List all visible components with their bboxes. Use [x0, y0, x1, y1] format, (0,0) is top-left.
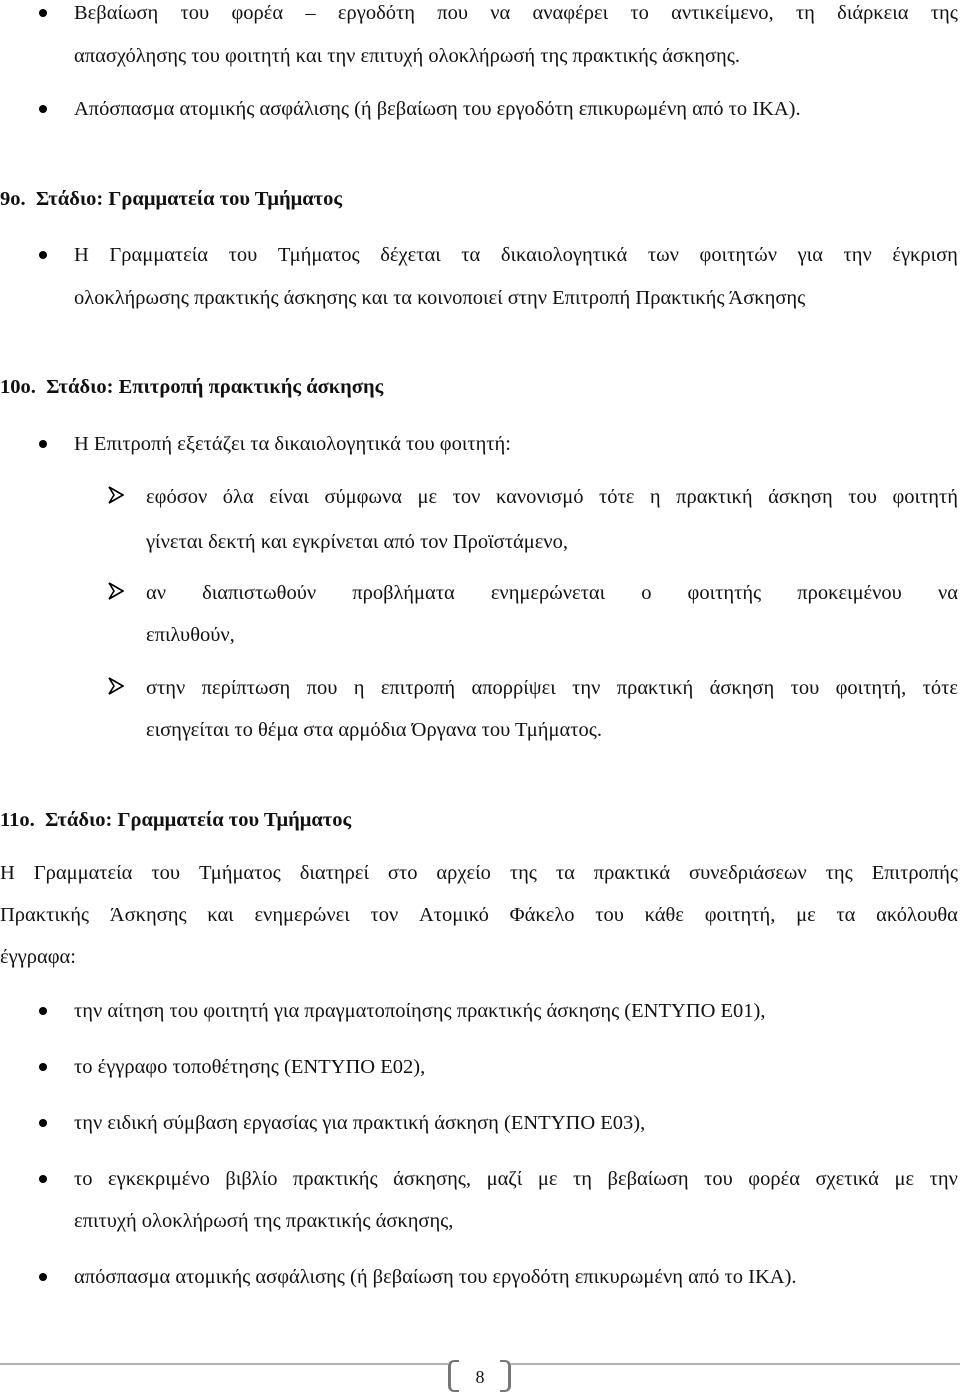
stage-heading: [0, 374, 383, 400]
sub-item-line: γίνεται δεκτή και εγκρίνεται από τον Προϊστάμενο,: [146, 531, 568, 553]
sub-item-line: εφόσον όλα είναι σύμφωνα με τον κανονισμό τότε η πρακτική άσκηση του φοιτητή: [146, 486, 958, 508]
right-brace-icon: [500, 1360, 511, 1392]
stage-heading: [0, 807, 351, 833]
bullet-dot: [39, 105, 47, 113]
stage-heading: [0, 186, 342, 212]
bullet-dot: [39, 1119, 47, 1127]
stage-number: 10ο.: [0, 376, 36, 398]
bullet-dot: [39, 1175, 47, 1183]
sub-item-line: εισηγείται το θέμα στα αρμόδια Όργανα του Τμήματος.: [146, 719, 602, 741]
list-item-line: απασχόλησης του φοιτητή και την επιτυχή ολοκλήρωσή της πρακτικής άσκησης.: [74, 45, 740, 67]
arrow-bullet-icon: [108, 582, 124, 600]
bullet-dot: [39, 440, 47, 448]
stage-title: Στάδιο: Γραμματεία του Τμήματος: [45, 809, 352, 831]
page-number: 8: [475, 1367, 485, 1387]
stage-number: 9ο.: [0, 188, 26, 210]
paragraph-line: Πρακτικής Άσκησης και ενημερώνει τον Ατομικό Φάκελο του κάθε φοιτητή, με τα ακόλουθα: [0, 904, 958, 926]
list-item-line: επιτυχή ολοκλήρωσή της πρακτικής άσκησης,: [74, 1210, 454, 1232]
paragraph-line: Η Γραμματεία του Τμήματος διατηρεί στο αρχείο της τα πρακτικά συνεδριάσεων της Επιτροπής: [0, 862, 958, 884]
list-item-line: Η Γραμματεία του Τμήματος δέχεται τα δικαιολογητικά των φοιτητών για την έγκριση: [74, 244, 958, 266]
bullet-dot: [39, 1063, 47, 1071]
stage-number: 11ο.: [0, 809, 35, 831]
list-item-line: το εγκεκριμένο βιβλίο πρακτικής άσκησης, μαζί με τη βεβαίωση του φορέα σχετικά με την: [74, 1168, 958, 1190]
stage-title: Στάδιο: Επιτροπή πρακτικής άσκησης: [46, 376, 384, 398]
footer-rule-right: [511, 1363, 960, 1365]
stage-title: Στάδιο: Γραμματεία του Τμήματος: [35, 188, 343, 210]
list-item-line: Βεβαίωση του φορέα – εργοδότη που να αναφέρει το αντικείμενο, τη διάρκεια της: [74, 2, 958, 24]
bullet-dot: [39, 1273, 47, 1281]
list-item: την ειδική σύμβαση εργασίας για πρακτική άσκηση (ΕΝΤΥΠΟ Ε03),: [74, 1112, 646, 1134]
sub-item-line: επιλυθούν,: [146, 624, 235, 646]
sub-item-line: στην περίπτωση που η επιτροπή απορρίψει την πρακτική άσκηση του φοιτητή, τότε: [146, 677, 958, 699]
bullet-dot: [39, 251, 47, 259]
list-item-line: ολοκλήρωσης πρακτικής άσκησης και τα κοινοποιεί στην Επιτροπή Πρακτικής Άσκησης: [74, 287, 806, 309]
list-item: Απόσπασμα ατομικής ασφάλισης (ή βεβαίωση του εργοδότη επικυρωμένη από το ΙΚΑ).: [74, 98, 801, 120]
list-item: Η Επιτροπή εξετάζει τα δικαιολογητικά του φοιτητή:: [74, 433, 511, 455]
list-item: την αίτηση του φοιτητή για πραγματοποίησης πρακτικής άσκησης (ΕΝΤΥΠΟ Ε01),: [74, 1000, 766, 1022]
list-item: απόσπασμα ατομικής ασφάλισης (ή βεβαίωση του εργοδότη επικυρωμένη από το ΙΚΑ).: [74, 1266, 797, 1288]
arrow-bullet-icon: [108, 486, 124, 504]
paragraph-line: έγγραφα:: [0, 946, 76, 968]
footer-rule-left: [0, 1363, 448, 1365]
bullet-dot: [39, 9, 47, 17]
bullet-dot: [39, 1007, 47, 1015]
list-item: το έγγραφο τοποθέτησης (ΕΝΤΥΠΟ Ε02),: [74, 1056, 426, 1078]
arrow-bullet-icon: [108, 677, 124, 695]
left-brace-icon: [448, 1360, 459, 1392]
sub-item-line: αν διαπιστωθούν προβλήματα ενημερώνεται ο φοιτητής προκειμένου να: [146, 582, 958, 604]
